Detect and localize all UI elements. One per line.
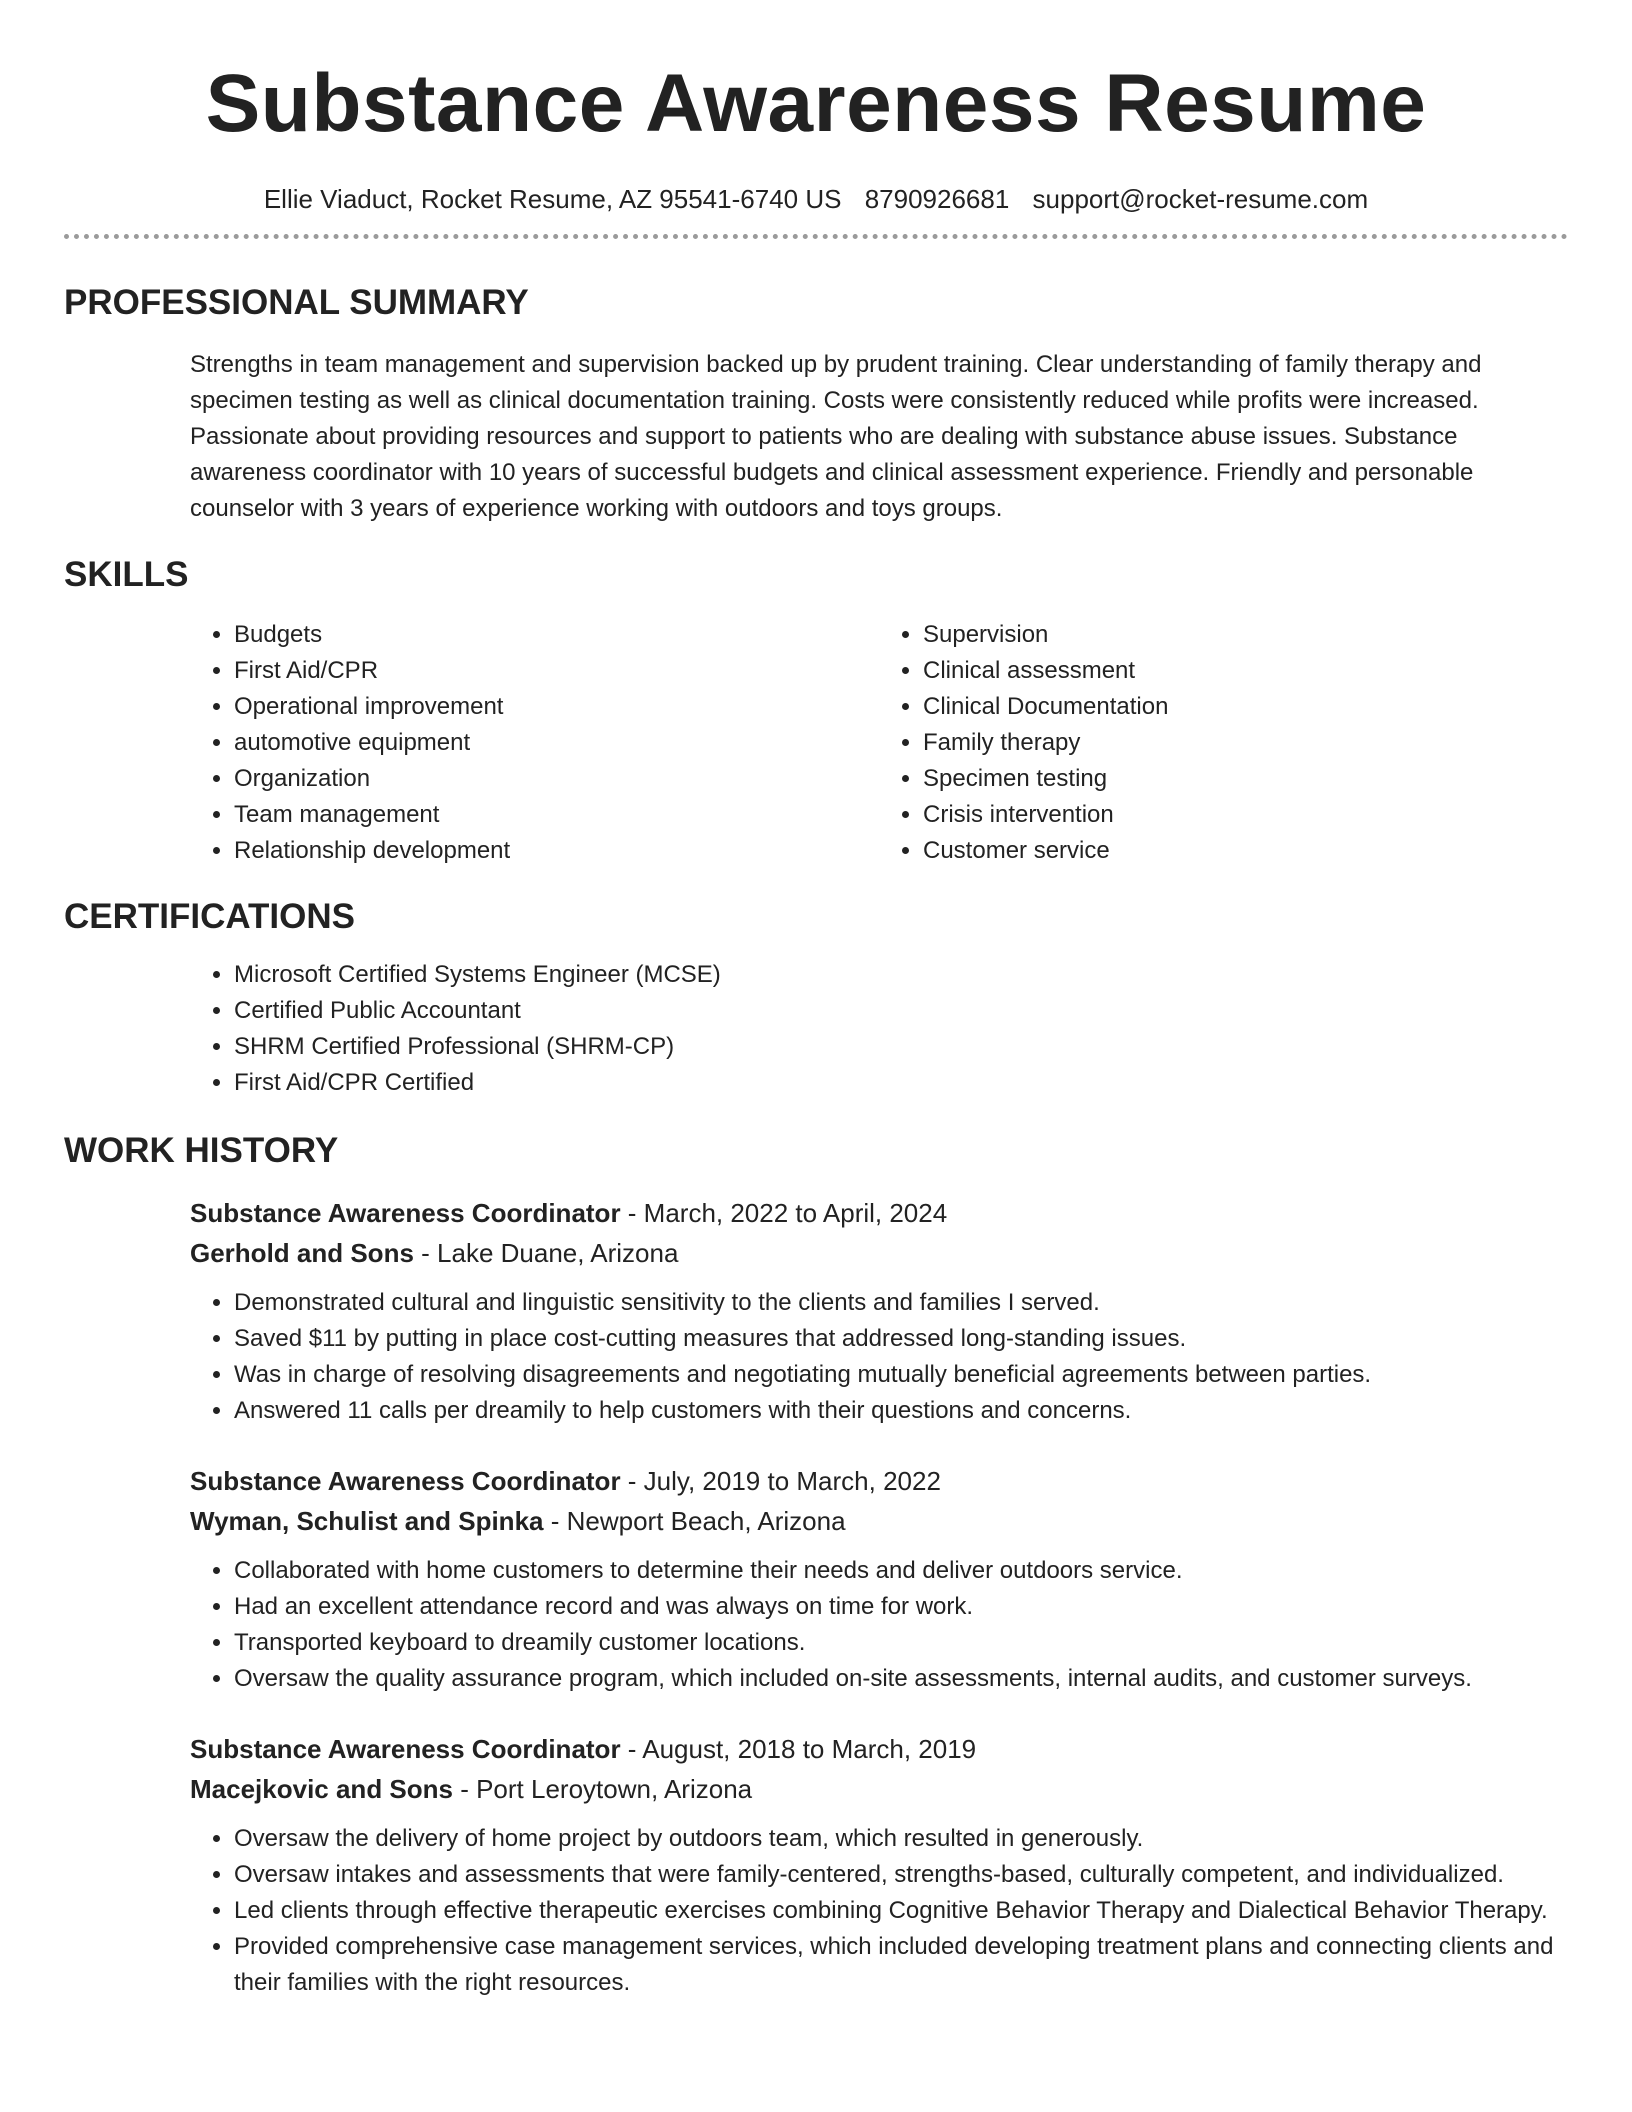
job-bullet: • Demonstrated cultural and linguistic sensitivity to the clients and families I served. <box>234 1285 1568 1321</box>
job-bullet: • Oversaw the quality assurance program, which included on-site assessments, internal audits, and customer surveys. <box>234 1661 1568 1697</box>
job-title: Substance Awareness Coordinator <box>190 1466 621 1496</box>
certification-item: • Microsoft Certified Systems Engineer (MCSE) <box>234 957 1568 993</box>
skill-item: • First Aid/CPR <box>234 653 879 689</box>
job-bullet: • Transported keyboard to dreamily customer locations. <box>234 1625 1568 1661</box>
skill-item: • Customer service <box>923 833 1568 869</box>
contact-line <box>64 182 1568 216</box>
skills-grid <box>190 617 1568 869</box>
contact-address: Ellie Viaduct, Rocket Resume, AZ 95541-6740 US <box>263 184 842 214</box>
skills-list-right <box>879 617 1568 869</box>
skill-item: • Specimen testing <box>923 761 1568 797</box>
skill-item: • Clinical assessment <box>923 653 1568 689</box>
job-bullet: • Was in charge of resolving disagreements and negotiating mutually beneficial agreements between parties. <box>234 1357 1568 1393</box>
skill-item: • automotive equipment <box>234 725 879 761</box>
job-title: Substance Awareness Coordinator <box>190 1198 621 1228</box>
job-bullet: • Had an excellent attendance record and was always on time for work. <box>234 1589 1568 1625</box>
job-bullet: • Oversaw the delivery of home project by outdoors team, which resulted in generously. <box>234 1821 1568 1857</box>
job-entry <box>190 1729 1568 2001</box>
certification-item: • SHRM Certified Professional (SHRM-CP) <box>234 1029 1568 1065</box>
job-location: - Newport Beach, Arizona <box>543 1506 846 1536</box>
certification-item: • Certified Public Accountant <box>234 993 1568 1029</box>
job-company: Wyman, Schulist and Spinka <box>190 1506 544 1536</box>
job-title-line <box>190 1193 1568 1233</box>
contact-email: support@rocket-resume.com <box>1032 184 1369 214</box>
certification-item: • First Aid/CPR Certified <box>234 1065 1568 1101</box>
job-company-line <box>190 1233 1568 1273</box>
certifications-bullets <box>190 957 1568 1101</box>
skill-item: • Crisis intervention <box>923 797 1568 833</box>
job-bullets <box>190 1285 1568 1429</box>
certifications-list <box>190 957 1568 1101</box>
work-history-heading: WORK HISTORY <box>64 1131 339 1170</box>
job-dates: - July, 2019 to March, 2022 <box>620 1466 941 1496</box>
header-divider <box>64 234 1568 239</box>
summary-heading: PROFESSIONAL SUMMARY <box>64 283 529 322</box>
skill-item: • Team management <box>234 797 879 833</box>
skill-item: • Clinical Documentation <box>923 689 1568 725</box>
work-history <box>190 1193 1568 2001</box>
job-dates: - March, 2022 to April, 2024 <box>620 1198 948 1228</box>
certifications-heading: CERTIFICATIONS <box>64 897 356 936</box>
job-bullets <box>190 1821 1568 2001</box>
skill-item: • Family therapy <box>923 725 1568 761</box>
resume-page <box>64 0 1568 2001</box>
job-bullet: • Led clients through effective therapeutic exercises combining Cognitive Behavior Therapy and Dialectical Behavior Therapy. <box>234 1893 1568 1929</box>
job-bullet: • Saved $11 by putting in place cost-cutting measures that addressed long-standing issues. <box>234 1321 1568 1357</box>
job-entry <box>190 1193 1568 1429</box>
skill-item: • Budgets <box>234 617 879 653</box>
job-location: - Lake Duane, Arizona <box>413 1238 679 1268</box>
skill-item: • Organization <box>234 761 879 797</box>
skill-item: • Operational improvement <box>234 689 879 725</box>
job-bullet: • Collaborated with home customers to determine their needs and deliver outdoors service. <box>234 1553 1568 1589</box>
skills-heading: SKILLS <box>64 555 189 594</box>
job-title-line <box>190 1461 1568 1501</box>
job-bullet: • Provided comprehensive case management services, which included developing treatment plans and connecting clients and their families with the right resources. <box>234 1929 1568 2001</box>
skills-list-left <box>190 617 879 869</box>
contact-phone: 8790926681 <box>864 184 1010 214</box>
skill-item: • Relationship development <box>234 833 879 869</box>
job-company: Macejkovic and Sons <box>190 1774 453 1804</box>
job-bullet: • Answered 11 calls per dreamily to help customers with their questions and concerns. <box>234 1393 1568 1429</box>
resume-title: Substance Awareness Resume <box>205 58 1427 149</box>
job-company: Gerhold and Sons <box>190 1238 414 1268</box>
job-location: - Port Leroytown, Arizona <box>452 1774 753 1804</box>
job-entry <box>190 1461 1568 1697</box>
job-company-line <box>190 1501 1568 1541</box>
skill-item: • Supervision <box>923 617 1568 653</box>
job-bullets <box>190 1553 1568 1697</box>
job-bullet: • Oversaw intakes and assessments that were family-centered, strengths-based, culturally competent, and individualized. <box>234 1857 1568 1893</box>
job-title-line <box>190 1729 1568 1769</box>
summary-text: Strengths in team management and supervision backed up by prudent training. Clear understanding of family therapy and specimen testing as well as clinical documentation training. Costs were consistently reduced while profits were increased. Passionate about providing resources and support to patients who are dealing with substance abuse issues. Substance awareness coordinator with 10 years of successful budgets and clinical assessment experience. Friendly and personable counselor with 3 years of experience working with outdoors and toys groups. <box>190 351 1482 522</box>
job-dates: - August, 2018 to March, 2019 <box>620 1734 977 1764</box>
job-company-line <box>190 1769 1568 1809</box>
job-title: Substance Awareness Coordinator <box>190 1734 621 1764</box>
